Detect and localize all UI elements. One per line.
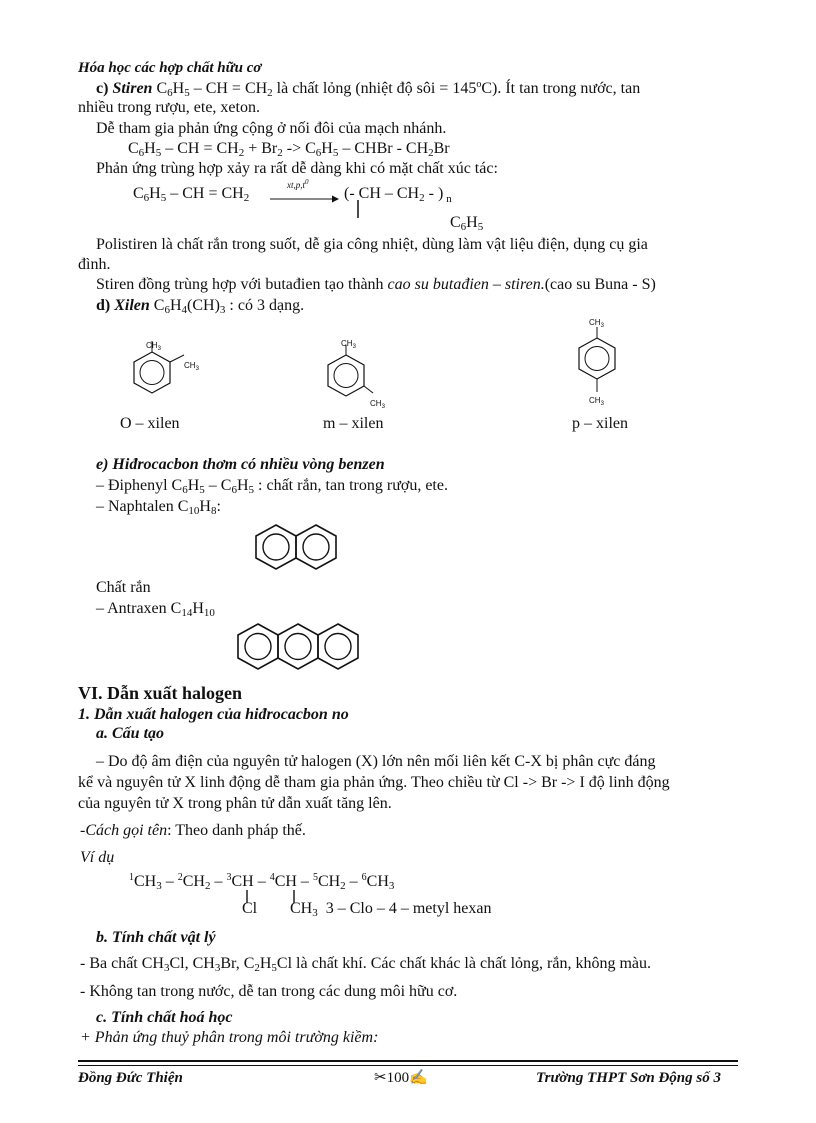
polymer-branch-group: $C_6H_5$ — [450, 214, 484, 233]
scissors-icon: ✂ — [374, 1070, 387, 1086]
footer-school: Trường THPT Sơn Động số 3 — [536, 1070, 721, 1086]
o-xylene-label: O – xilen — [120, 415, 180, 432]
example-label: Ví dụ — [80, 849, 115, 866]
polymerization-reactant: $C_6H_5$ – CH = $CH_2$ — [133, 185, 250, 204]
m-xylene-structure — [310, 335, 410, 410]
styrene-line1: c) Stiren $C_6H_5$ – CH = $CH_2$ là chất lỏng (nhiệt độ sôi = $145^oC$). Ít tan trong nước, tan — [96, 79, 641, 99]
xylene-heading: d) Xilen $C_6H_4(CH)_3$ : có 3 dạng. — [96, 297, 305, 316]
naphthalene-state: Chất rắn — [96, 579, 151, 596]
polymerization-condition: $xt,p,t^0$ — [287, 178, 309, 190]
reaction-arrow-icon — [270, 194, 340, 204]
diphenyl-line: – Điphenyl $C_6H_5 - C_6H_5$ : chất rắn, tan trong rượu, ete. — [96, 477, 448, 496]
polymer-branch-bond — [355, 200, 361, 220]
example-substituent-ch3: $CH_3$ 3 – Clo – 4 – metyl hexan — [290, 900, 492, 919]
structure-line3: của nguyên tử X trong phân tử dẫn xuất tăng lên. — [78, 795, 392, 812]
anthracene-line: – Antraxen $C_{14}H_{10}$ — [96, 600, 215, 619]
footer-rule-thin — [78, 1065, 738, 1066]
footer-author: Đồng Đức Thiện — [78, 1070, 183, 1086]
svg-text:CH3: $CH_3$ — [341, 339, 356, 350]
physical-title: b. Tính chất vật lý — [96, 929, 216, 946]
polycyclic-heading: e) Hiđrocacbon thơm có nhiều vòng benzen — [96, 456, 385, 473]
physical-line1: - Ba chất $CH_3Cl$, $CH_3Br$, $C_2H_5Cl$ là chất khí. Các chất khác là chất lỏng, rắn, không màu. — [80, 955, 652, 974]
copolymer-line: Stiren đồng trùng hợp với butađien tạo thành cao su butađien – stiren.(cao su Buna - S) — [96, 276, 656, 293]
naphthalene-line: – Naphtalen $C_{10}H_8$: — [96, 498, 221, 517]
svg-text:CH3: $CH_3$ — [589, 396, 604, 407]
styrene-name: Stiren — [112, 80, 153, 97]
styrene-line2: nhiều trong rượu, ete, xeton. — [78, 99, 260, 116]
subsection-title: 1. Dẫn xuất halogen của hiđrocacbon no — [78, 706, 349, 723]
svg-text:CH3: $CH_3$ — [589, 318, 604, 329]
polymerization-product: (- CH – $CH_2$ - ) $_n$ — [344, 185, 452, 205]
example-chain: $^1CH_3 - ^2CH_2 - ^3CH - ^4CH - ^5CH_2 - ^6CH_3$ — [129, 872, 395, 892]
physical-line2: - Không tan trong nước, dễ tan trong các dung môi hữu cơ. — [80, 983, 458, 1000]
example-substituent-cl: Cl — [242, 900, 258, 917]
pencil-icon: ✍ — [409, 1070, 428, 1086]
p-xylene-structure — [560, 310, 640, 410]
page-header-subject: Hóa học các hợp chất hữu cơ — [78, 60, 262, 76]
naming-line: -Cách gọi tên: Theo danh pháp thế. — [80, 822, 306, 839]
svg-text:CH3: $CH_3$ — [146, 341, 161, 352]
p-xylene-label: p – xilen — [572, 415, 628, 432]
footer-rule-thick — [78, 1060, 738, 1062]
chemical-line1: + Phản ứng thuỷ phân trong môi trường kiềm: — [80, 1029, 379, 1046]
structure-line1: – Do độ âm điện của nguyên tử halogen (X) lớn nên mối liên kết C-X bị phân cực đáng — [96, 753, 656, 770]
svg-text:CH3: $CH_3$ — [184, 361, 199, 372]
svg-text:CH3: $CH_3$ — [370, 399, 385, 410]
polystyrene-line1: Polistiren là chất rắn trong suốt, dễ gia công nhiệt, dùng làm vật liệu điện, dụng cụ gia — [96, 236, 648, 253]
naphthalene-structure — [250, 522, 350, 572]
section-title: VI. Dẫn xuất halogen — [78, 683, 243, 703]
anthracene-structure — [232, 621, 367, 673]
footer-page: ✂100✍ — [374, 1070, 428, 1086]
styrene-bromine-equation: $C_6H_5$ – CH = $CH_2 + Br_2 -> C_6H_5$ – CHBr - $CH_2Br$ — [128, 140, 450, 159]
chemical-title: c. Tính chất hoá học — [96, 1009, 233, 1026]
structure-title: a. Cấu tạo — [96, 725, 165, 742]
o-xylene-structure — [120, 335, 220, 410]
styrene-addition: Dễ tham gia phản ứng cộng ở nối đôi của mạch nhánh. — [96, 120, 447, 137]
structure-line2: kể và nguyên tử X linh động dễ tham gia phản ứng. Theo chiều từ Cl -> Br -> I độ linh động — [78, 774, 670, 791]
polystyrene-line2: đình. — [78, 256, 111, 273]
m-xylene-label: m – xilen — [323, 415, 384, 432]
styrene-polymerization-text: Phản ứng trùng hợp xảy ra rất dễ dàng khi có mặt chất xúc tác: — [96, 160, 498, 177]
